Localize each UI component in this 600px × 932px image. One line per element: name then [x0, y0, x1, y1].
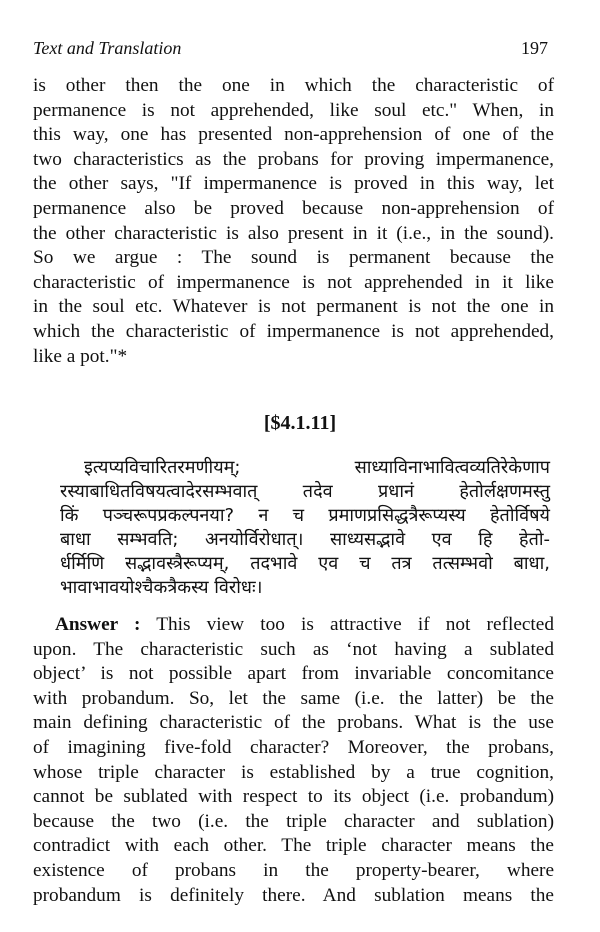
text-line: existence of probans in the property-bearer, where: [33, 859, 554, 881]
text-line: the other characteristic is also present in it (i.e., in the sound).: [33, 222, 554, 244]
text-line: is other then the one in which the characteristic of: [33, 75, 554, 96]
text-line: like a pot."*: [33, 345, 128, 367]
sanskrit-passage: [60, 456, 550, 600]
page-number: 197: [521, 38, 548, 58]
section-heading: [$4.1.11]: [263, 412, 337, 434]
text-line: permanence also be proved because non-apprehension of: [33, 197, 554, 219]
text-line: which the characteristic of impermanence is not apprehended,: [33, 320, 554, 342]
sanskrit-line: र्धर्मिणि सद्भावस्त्रैरूप्यम्, तदभावे एव च तत्र तत्सम्भवो बाधा,: [60, 553, 550, 574]
sanskrit-line: किं पञ्चरूपप्रकल्पनया? न च प्रमाणप्रसिद्धत्रैरूप्यस्य हेतोर्विषये: [60, 505, 550, 526]
text-line: two characteristics as the probans for proving impermanence,: [33, 148, 554, 170]
paragraph-translation-1: [33, 74, 554, 369]
text-line: permanence is not apprehended, like soul etc." When, in: [33, 99, 554, 121]
text-line: [33, 613, 554, 638]
text-line: So we argue : The sound is permanent because the: [33, 247, 554, 269]
text-span: This view too is attractive if not reflected: [140, 614, 554, 635]
text-line: with probandum. So, let the same (i.e. the latter) be the: [33, 687, 554, 709]
answer-label: Answer :: [55, 614, 141, 635]
text-line: the other says, "If impermanence is proved in this way, let: [33, 173, 554, 195]
text-line: because the two (i.e. the triple character and sublation): [33, 810, 554, 832]
sanskrit-line: इत्यप्यविचारितरमणीयम्; साध्याविनाभावित्वव्यतिरेकेणाप: [84, 457, 550, 478]
sanskrit-line: रस्याबाधितविषयत्वादेरसम्भवात् तदेव प्रधानं हेतोर्लक्षणमस्तु: [60, 481, 550, 502]
text-line: whose triple character is established by a true cognition,: [33, 761, 554, 783]
text-line: this way, one has presented non-apprehension of one of the: [33, 124, 554, 146]
text-line: contradict with each other. The triple character means the: [33, 835, 554, 857]
text-line: cannot be sublated with respect to its object (i.e. probandum): [33, 786, 554, 808]
text-line: object’ is not possible apart from invariable concomitance: [33, 663, 554, 685]
sanskrit-line: बाधा सम्भवति; अनयोर्विरोधात्। साध्यसद्भावे एव हि हेतो-: [60, 529, 550, 550]
text-line: probandum is definitely there. And sublation means the: [33, 884, 554, 906]
text-line: of imagining five-fold character? Moreover, the probans,: [33, 736, 554, 758]
paragraph-answer: [33, 613, 554, 908]
running-header-title: Text and Translation: [33, 38, 182, 58]
text-line: upon. The characteristic such as ‘not having a sublated: [33, 638, 554, 660]
text-line: characteristic of impermanence is not apprehended in it like: [33, 271, 554, 293]
text-line: main defining characteristic of the probans. What is the use: [33, 712, 554, 734]
sanskrit-line: भावाभावयोश्चैकत्रैकस्य विरोधः।: [60, 577, 263, 598]
text-line: in the soul etc. Whatever is not permanent is not the one in: [33, 296, 554, 318]
